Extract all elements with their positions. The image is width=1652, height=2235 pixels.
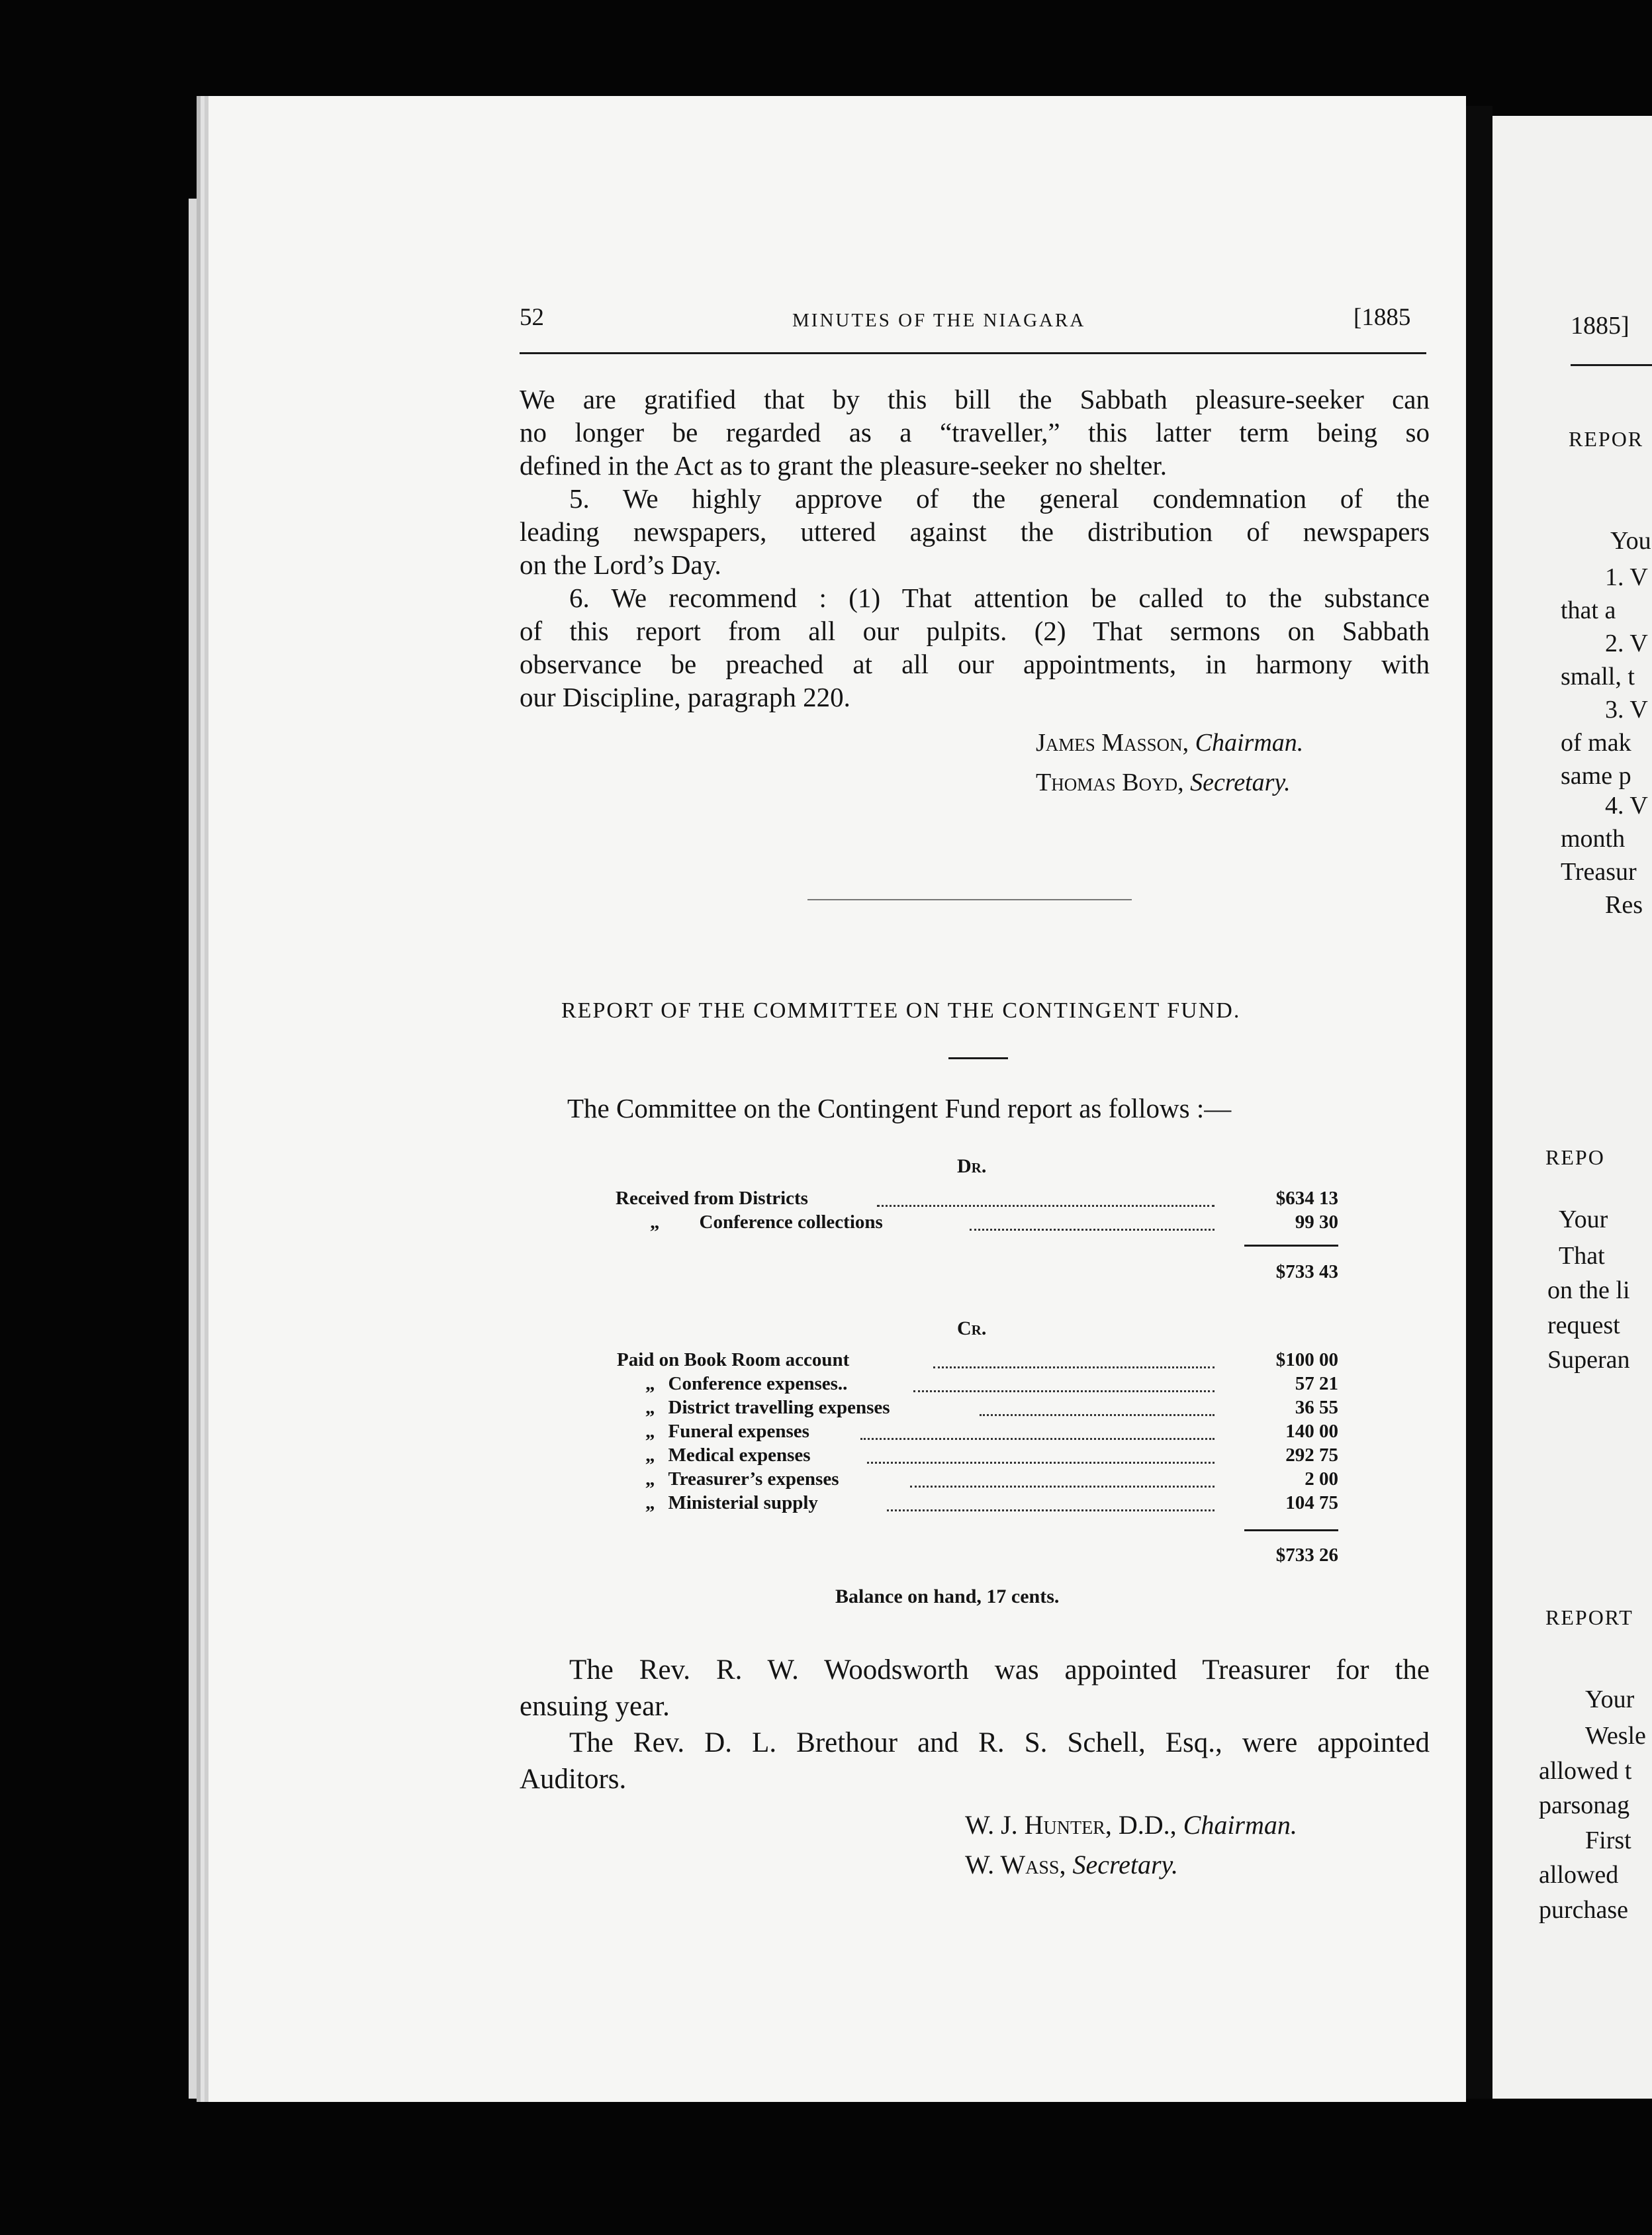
cr-row bbox=[645, 1373, 847, 1395]
ditto-mark: „ bbox=[645, 1445, 655, 1466]
text-line: The Rev. D. L. Brethour and R. S. Schell, Esq., were appointed bbox=[569, 1727, 1430, 1758]
balance-on-hand: Balance on hand, 17 cents. bbox=[835, 1586, 1060, 1607]
right-fragment: parsonag bbox=[1539, 1791, 1630, 1819]
signature-role: Secretary. bbox=[1190, 769, 1291, 796]
signature-role: Secretary. bbox=[1072, 1850, 1179, 1879]
text-line: The Rev. R. W. Woodsworth was appointed Treasurer for the bbox=[569, 1654, 1430, 1686]
dr-total: $733 43 bbox=[1275, 1261, 1338, 1282]
text-line: no longer be regarded as a “traveller,” this latter term being so bbox=[520, 417, 1430, 448]
right-fragment: purchase bbox=[1539, 1896, 1629, 1924]
text-line: ensuing year. bbox=[520, 1691, 670, 1722]
row-label: Conference collections bbox=[699, 1212, 883, 1233]
text-line: We are gratified that by this bill the Sabbath pleasure-seeker can bbox=[520, 384, 1430, 414]
right-fragment: 2. V bbox=[1605, 630, 1648, 657]
right-fragment: request bbox=[1547, 1311, 1620, 1339]
cr-row bbox=[645, 1468, 839, 1490]
debit-label: Dr. bbox=[957, 1155, 987, 1177]
ditto-mark: „ bbox=[650, 1212, 660, 1233]
text-line: on the Lord’s Day. bbox=[520, 549, 721, 580]
cr-amount: 140 00 bbox=[1285, 1421, 1338, 1442]
page-number: 52 bbox=[520, 304, 544, 331]
right-fragment: That bbox=[1559, 1242, 1605, 1270]
leader-dots bbox=[867, 1462, 1215, 1464]
cr-amount: 104 75 bbox=[1285, 1492, 1338, 1513]
dr-amount: 99 30 bbox=[1295, 1212, 1338, 1233]
leader-dots bbox=[970, 1229, 1215, 1231]
cr-amount: 292 75 bbox=[1285, 1445, 1338, 1466]
dr-row bbox=[616, 1188, 808, 1210]
header-year: [1885 bbox=[1354, 304, 1411, 331]
signature-name: James Masson bbox=[1036, 729, 1183, 757]
right-fragment: month bbox=[1561, 825, 1626, 853]
right-fragment: allowed bbox=[1539, 1861, 1619, 1889]
cr-row bbox=[645, 1492, 818, 1514]
heading-rule bbox=[948, 1057, 1008, 1059]
right-fragment: First bbox=[1585, 1827, 1631, 1854]
right-fragment: Your bbox=[1559, 1206, 1608, 1233]
cr-amount: 36 55 bbox=[1295, 1397, 1338, 1418]
leader-dots bbox=[980, 1414, 1215, 1416]
contingent-fund-heading: REPORT OF THE COMMITTEE ON THE CONTINGENT FUND. bbox=[561, 998, 1241, 1023]
cr-amount: 57 21 bbox=[1295, 1373, 1338, 1394]
book-gutter bbox=[1466, 106, 1492, 2099]
ditto-mark: „ bbox=[645, 1468, 655, 1490]
right-fragment: REPO bbox=[1545, 1145, 1605, 1169]
signature-name: W. Wass bbox=[965, 1850, 1060, 1879]
row-label: Ministerial supply bbox=[668, 1492, 818, 1513]
leader-dots bbox=[910, 1486, 1215, 1488]
text-line: 5. We highly approve of the general condemnation of the bbox=[569, 483, 1430, 514]
text-line: of this report from all our pulpits. (2) That sermons on Sabbath bbox=[520, 616, 1430, 646]
right-page-year: 1885] bbox=[1571, 312, 1629, 340]
right-fragment: Superan bbox=[1547, 1346, 1630, 1374]
ditto-mark: „ bbox=[645, 1492, 655, 1513]
right-fragment: allowed t bbox=[1539, 1757, 1632, 1785]
leader-dots bbox=[860, 1438, 1215, 1440]
row-label: Paid on Book Room account bbox=[617, 1349, 850, 1370]
right-fragment: REPORT bbox=[1545, 1605, 1633, 1629]
section-divider bbox=[807, 899, 1132, 900]
cr-row bbox=[617, 1349, 849, 1371]
ditto-mark: „ bbox=[645, 1373, 655, 1394]
closing-text bbox=[520, 1652, 1430, 1797]
text-line: observance be preached at all our appointments, in harmony with bbox=[520, 649, 1430, 679]
credit-label: Cr. bbox=[957, 1317, 987, 1339]
leader-dots bbox=[933, 1366, 1215, 1368]
ditto-mark: „ bbox=[645, 1421, 655, 1442]
leader-dots bbox=[877, 1205, 1215, 1207]
text-line: 6. We recommend : (1) That attention be called to the substance bbox=[569, 583, 1430, 613]
leader-dots bbox=[913, 1390, 1215, 1392]
text-line: Auditors. bbox=[520, 1764, 627, 1795]
cr-row bbox=[645, 1445, 811, 1466]
cr-total: $733 26 bbox=[1275, 1545, 1338, 1566]
header-rule bbox=[520, 352, 1426, 354]
right-fragment: You bbox=[1610, 527, 1651, 555]
sabbath-report-text bbox=[520, 383, 1430, 714]
right-fragment: Res bbox=[1605, 891, 1643, 919]
signature-role: Chairman. bbox=[1183, 1810, 1297, 1840]
right-fragment: same p bbox=[1561, 762, 1631, 790]
dr-amount: $634 13 bbox=[1275, 1188, 1338, 1209]
signature-name: Thomas Boyd bbox=[1036, 769, 1178, 796]
total-rule bbox=[1244, 1245, 1338, 1247]
right-fragment: small, t bbox=[1561, 663, 1635, 690]
row-label: Received from Districts bbox=[616, 1188, 808, 1209]
right-fragment: 1. V bbox=[1605, 563, 1648, 591]
right-fragment: of mak bbox=[1561, 729, 1631, 757]
running-title: MINUTES OF THE NIAGARA bbox=[792, 310, 1086, 331]
right-page bbox=[1492, 116, 1652, 2099]
signature-chairman: James Masson, Chairman. bbox=[1036, 729, 1304, 757]
cr-amount: $100 00 bbox=[1275, 1349, 1338, 1370]
text-line: defined in the Act as to grant the pleasure-seeker no shelter. bbox=[520, 450, 1167, 481]
signature-secretary: W. Wass, Secretary. bbox=[965, 1850, 1179, 1879]
ditto-mark: „ bbox=[645, 1397, 655, 1418]
signature-name: W. J. Hunter, D.D. bbox=[965, 1810, 1170, 1840]
right-fragment: 3. V bbox=[1605, 696, 1648, 724]
signature-chairman: W. J. Hunter, D.D., Chairman. bbox=[965, 1810, 1297, 1840]
leader-dots bbox=[887, 1509, 1215, 1511]
cr-row bbox=[645, 1397, 890, 1419]
right-fragment: REPOR bbox=[1569, 427, 1644, 451]
right-fragment: Your bbox=[1585, 1686, 1635, 1713]
row-label: Conference expenses.. bbox=[668, 1373, 848, 1394]
row-label: Funeral expenses bbox=[668, 1421, 809, 1442]
committee-intro: The Committee on the Contingent Fund report as follows :— bbox=[567, 1093, 1232, 1123]
signature-secretary: Thomas Boyd, Secretary. bbox=[1036, 769, 1291, 796]
right-fragment: Treasur bbox=[1561, 858, 1637, 886]
cr-row bbox=[645, 1421, 809, 1443]
right-fragment: Wesle bbox=[1585, 1722, 1646, 1750]
right-fragment: 4. V bbox=[1605, 792, 1648, 820]
total-rule bbox=[1244, 1529, 1338, 1531]
cr-amount: 2 00 bbox=[1305, 1468, 1338, 1490]
row-label: Treasurer’s expenses bbox=[668, 1468, 839, 1490]
row-label: District travelling expenses bbox=[668, 1397, 890, 1418]
row-label: Medical expenses bbox=[668, 1445, 811, 1466]
text-line: leading newspapers, uttered against the distribution of newspapers bbox=[520, 516, 1430, 547]
signature-role: Chairman. bbox=[1195, 729, 1304, 757]
right-fragment: that a bbox=[1561, 596, 1616, 624]
right-fragment: on the li bbox=[1547, 1276, 1630, 1304]
right-header-rule bbox=[1571, 364, 1652, 366]
dr-row bbox=[650, 1212, 883, 1233]
text-line: our Discipline, paragraph 220. bbox=[520, 682, 850, 712]
